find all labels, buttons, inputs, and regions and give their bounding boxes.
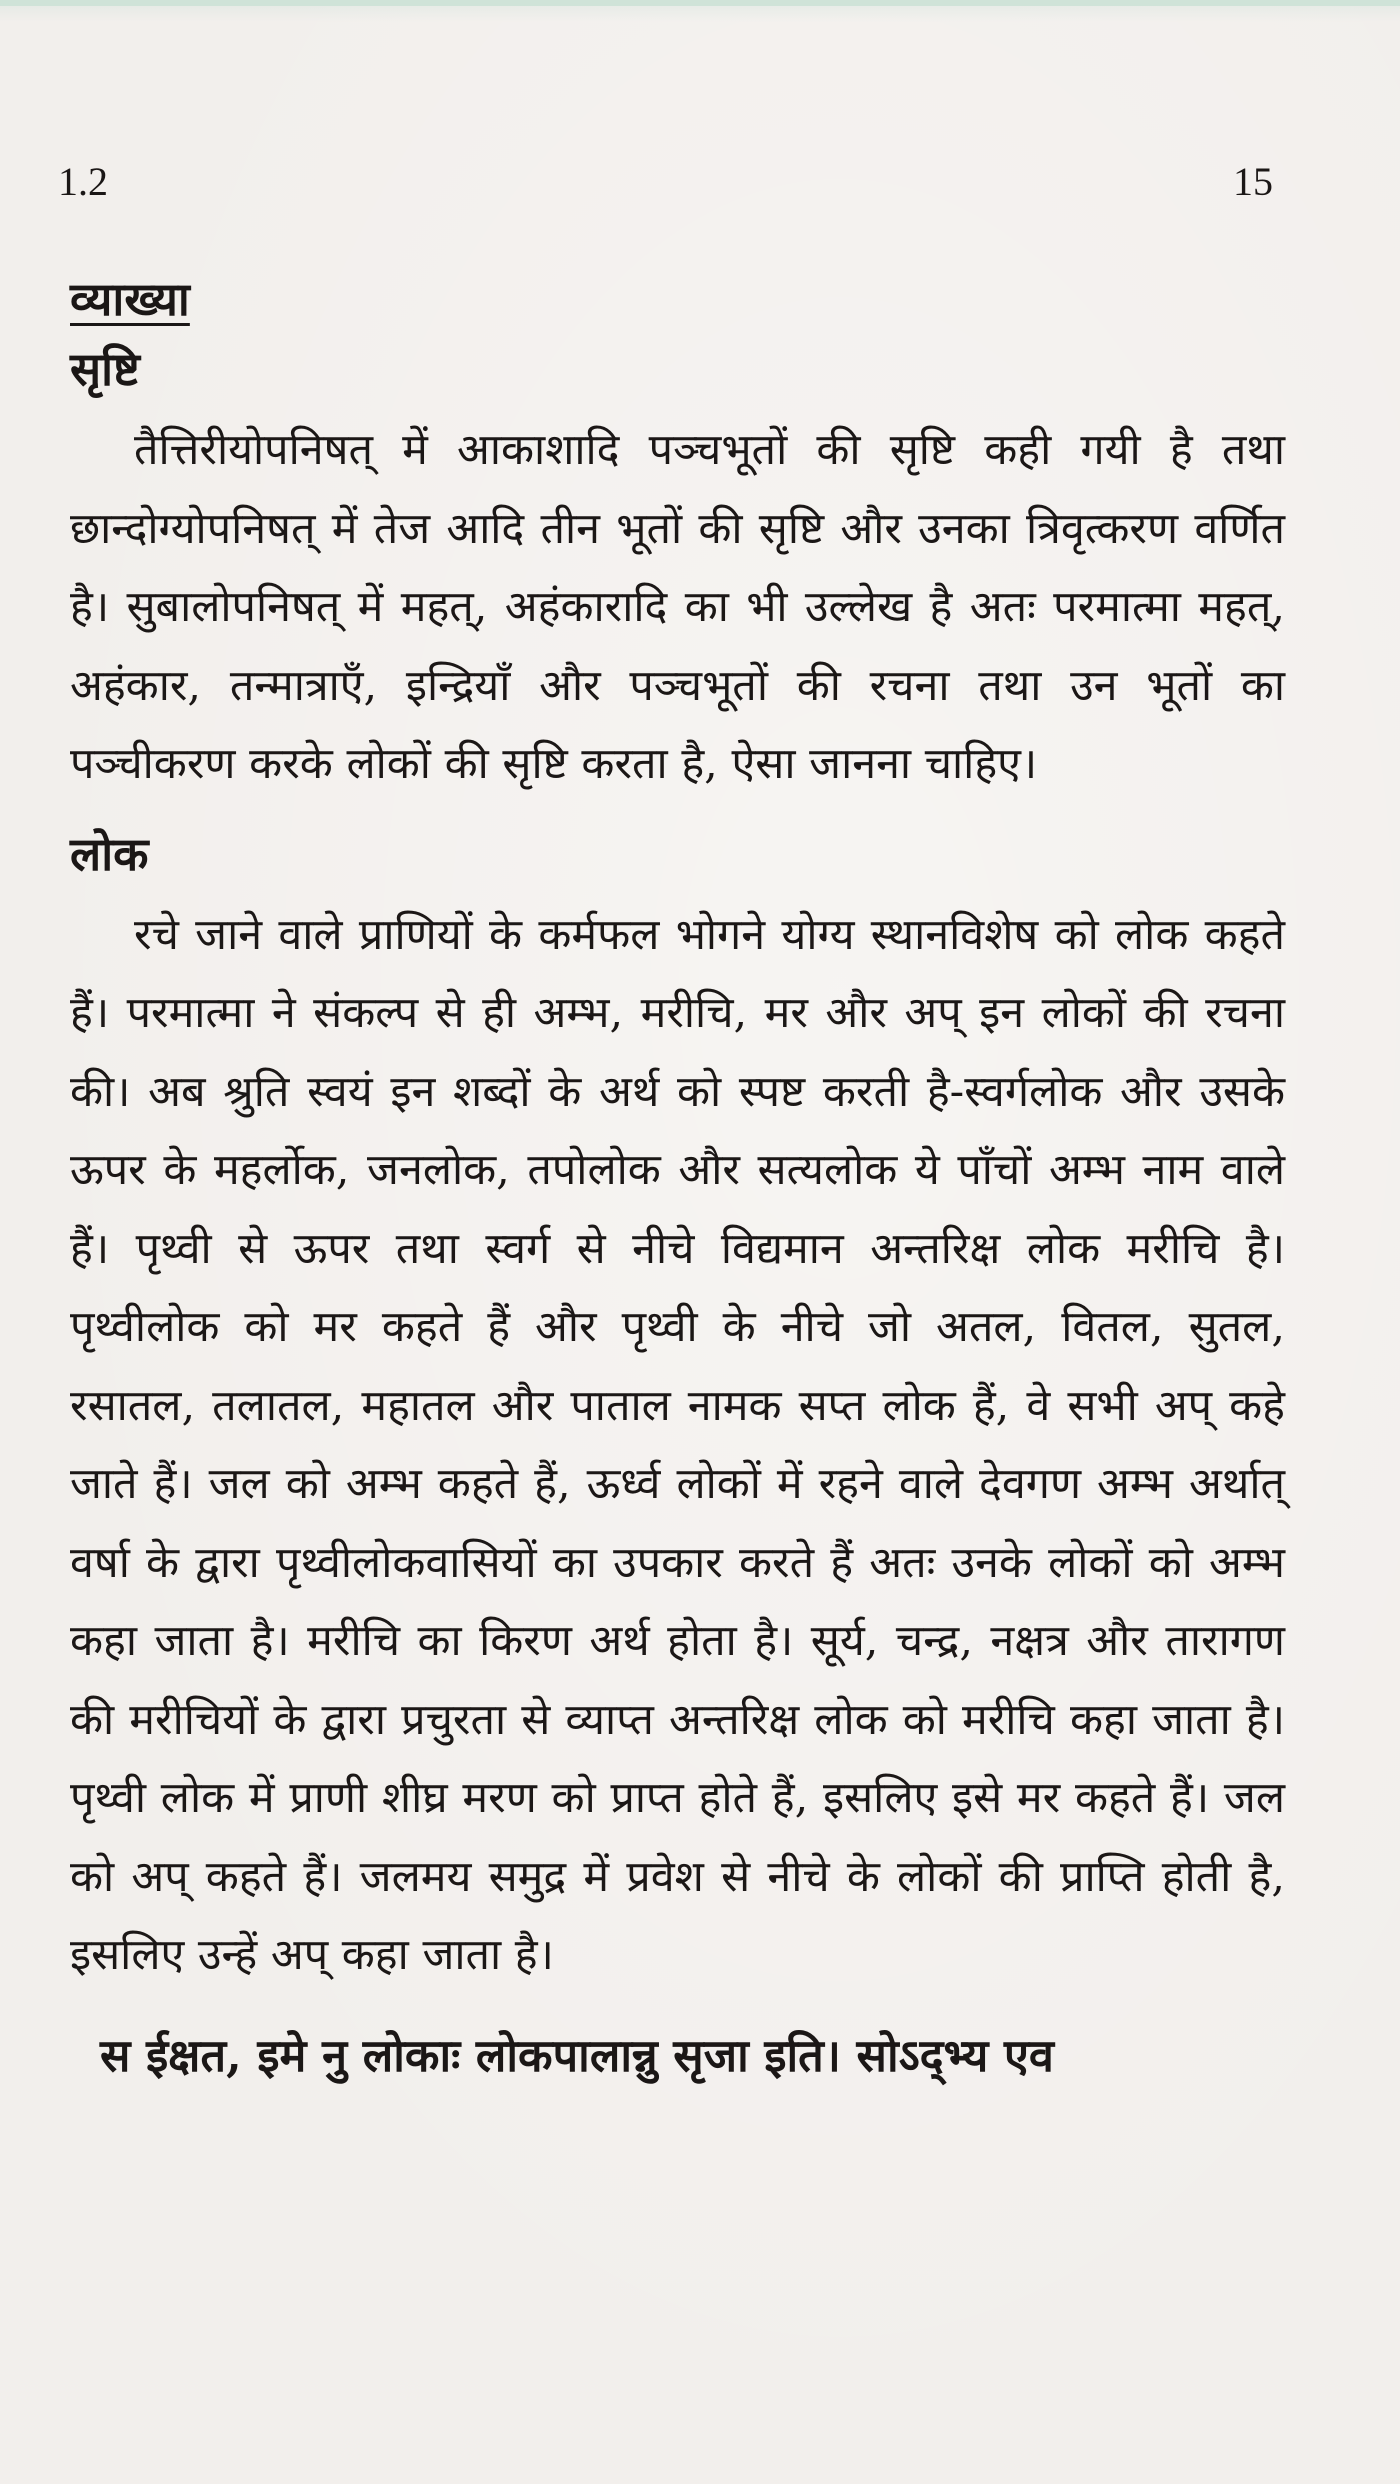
section-title-lok: लोक xyxy=(70,826,149,881)
paragraph-srishti: तैत्तिरीयोपनिषत् में आकाशादि पञ्चभूतों की सृष्टि कही गयी है तथा छान्दोग्योपनिषत् में तेज आदि तीन भूतों की सृष्टि और उनका त्रिवृत्करण वर्णित है। सुबालोपनिषत् में महत्, अहंकारादि का भी उल्लेख है अतः परमात्मा महत्, अहंकार, तन्मात्राएँ, इन्द्रियाँ और पञ्चभूतों की रचना तथा उन भूतों का पञ्चीकरण करके लोकों की सृष्टि करता है, ऐसा जानना चाहिए। xyxy=(70,425,1286,789)
commentary-heading-text: व्याख्या xyxy=(70,272,190,326)
section-title-srishti: सृष्टि xyxy=(70,342,140,396)
page-number: 15 xyxy=(1233,159,1273,204)
page-top-edge xyxy=(0,0,1400,6)
page-body xyxy=(70,265,1285,2095)
section-number: 1.2 xyxy=(58,159,108,204)
paragraph-lok: रचे जाने वाले प्राणियों के कर्मफल भोगने योग्य स्थानविशेष को लोक कहते हैं। परमात्मा ने संकल्प से ही अम्भ, मरीचि, मर और अप् इन लोकों की रचना की। अब श्रुति स्वयं इन शब्दों के अर्थ को स्पष्ट करती है-स्वर्गलोक और उसके ऊपर के महर्लोक, जनलोक, तपोलोक और सत्यलोक ये पाँचों अम्भ नाम वाले हैं। पृथ्वी से ऊपर तथा स्वर्ग से नीचे विद्यमान अन्तरिक्ष लोक मरीचि है। पृथ्वीलोक को मर कहते हैं और पृथ्वी के नीचे जो अतल, वितल, सुतल, रसातल, तलातल, महातल और पाताल नामक सप्त लोक हैं, वे सभी अप् कहे जाते हैं। जल को अम्भ कहते हैं, ऊर्ध्व लोकों में रहने वाले देवगण अम्भ अर्थात् वर्षा के द्वारा पृथ्वीलोकवासियों का उपकार करते हैं अतः उनके लोकों को अम्भ कहा जाता है। मरीचि का किरण अर्थ होता है। सूर्य, चन्द्र, नक्षत्र और तारागण की मरीचियों के द्वारा प्रचुरता से व्याप्त अन्तरिक्ष लोक को मरीचि कहा जाता है। पृथ्वी लोक में प्राणी शीघ्र मरण को प्राप्त होते हैं, इसलिए इसे मर कहते हैं। जल को अप् कहते हैं। जलमय समुद्र में प्रवेश से नीचे के लोकों की प्राप्ति होती है, इसलिए उन्हें अप् कहा जाता है। xyxy=(70,909,1285,1980)
spacer xyxy=(70,804,1285,818)
verse-line: स ईक्षत, इमे नु लोकाः लोकपालान्नु सृजा इति। सोऽद्भ्य एव xyxy=(100,2028,1054,2082)
spacer xyxy=(70,1995,1285,2017)
page-header xyxy=(58,158,1273,218)
commentary-heading xyxy=(70,265,1285,333)
